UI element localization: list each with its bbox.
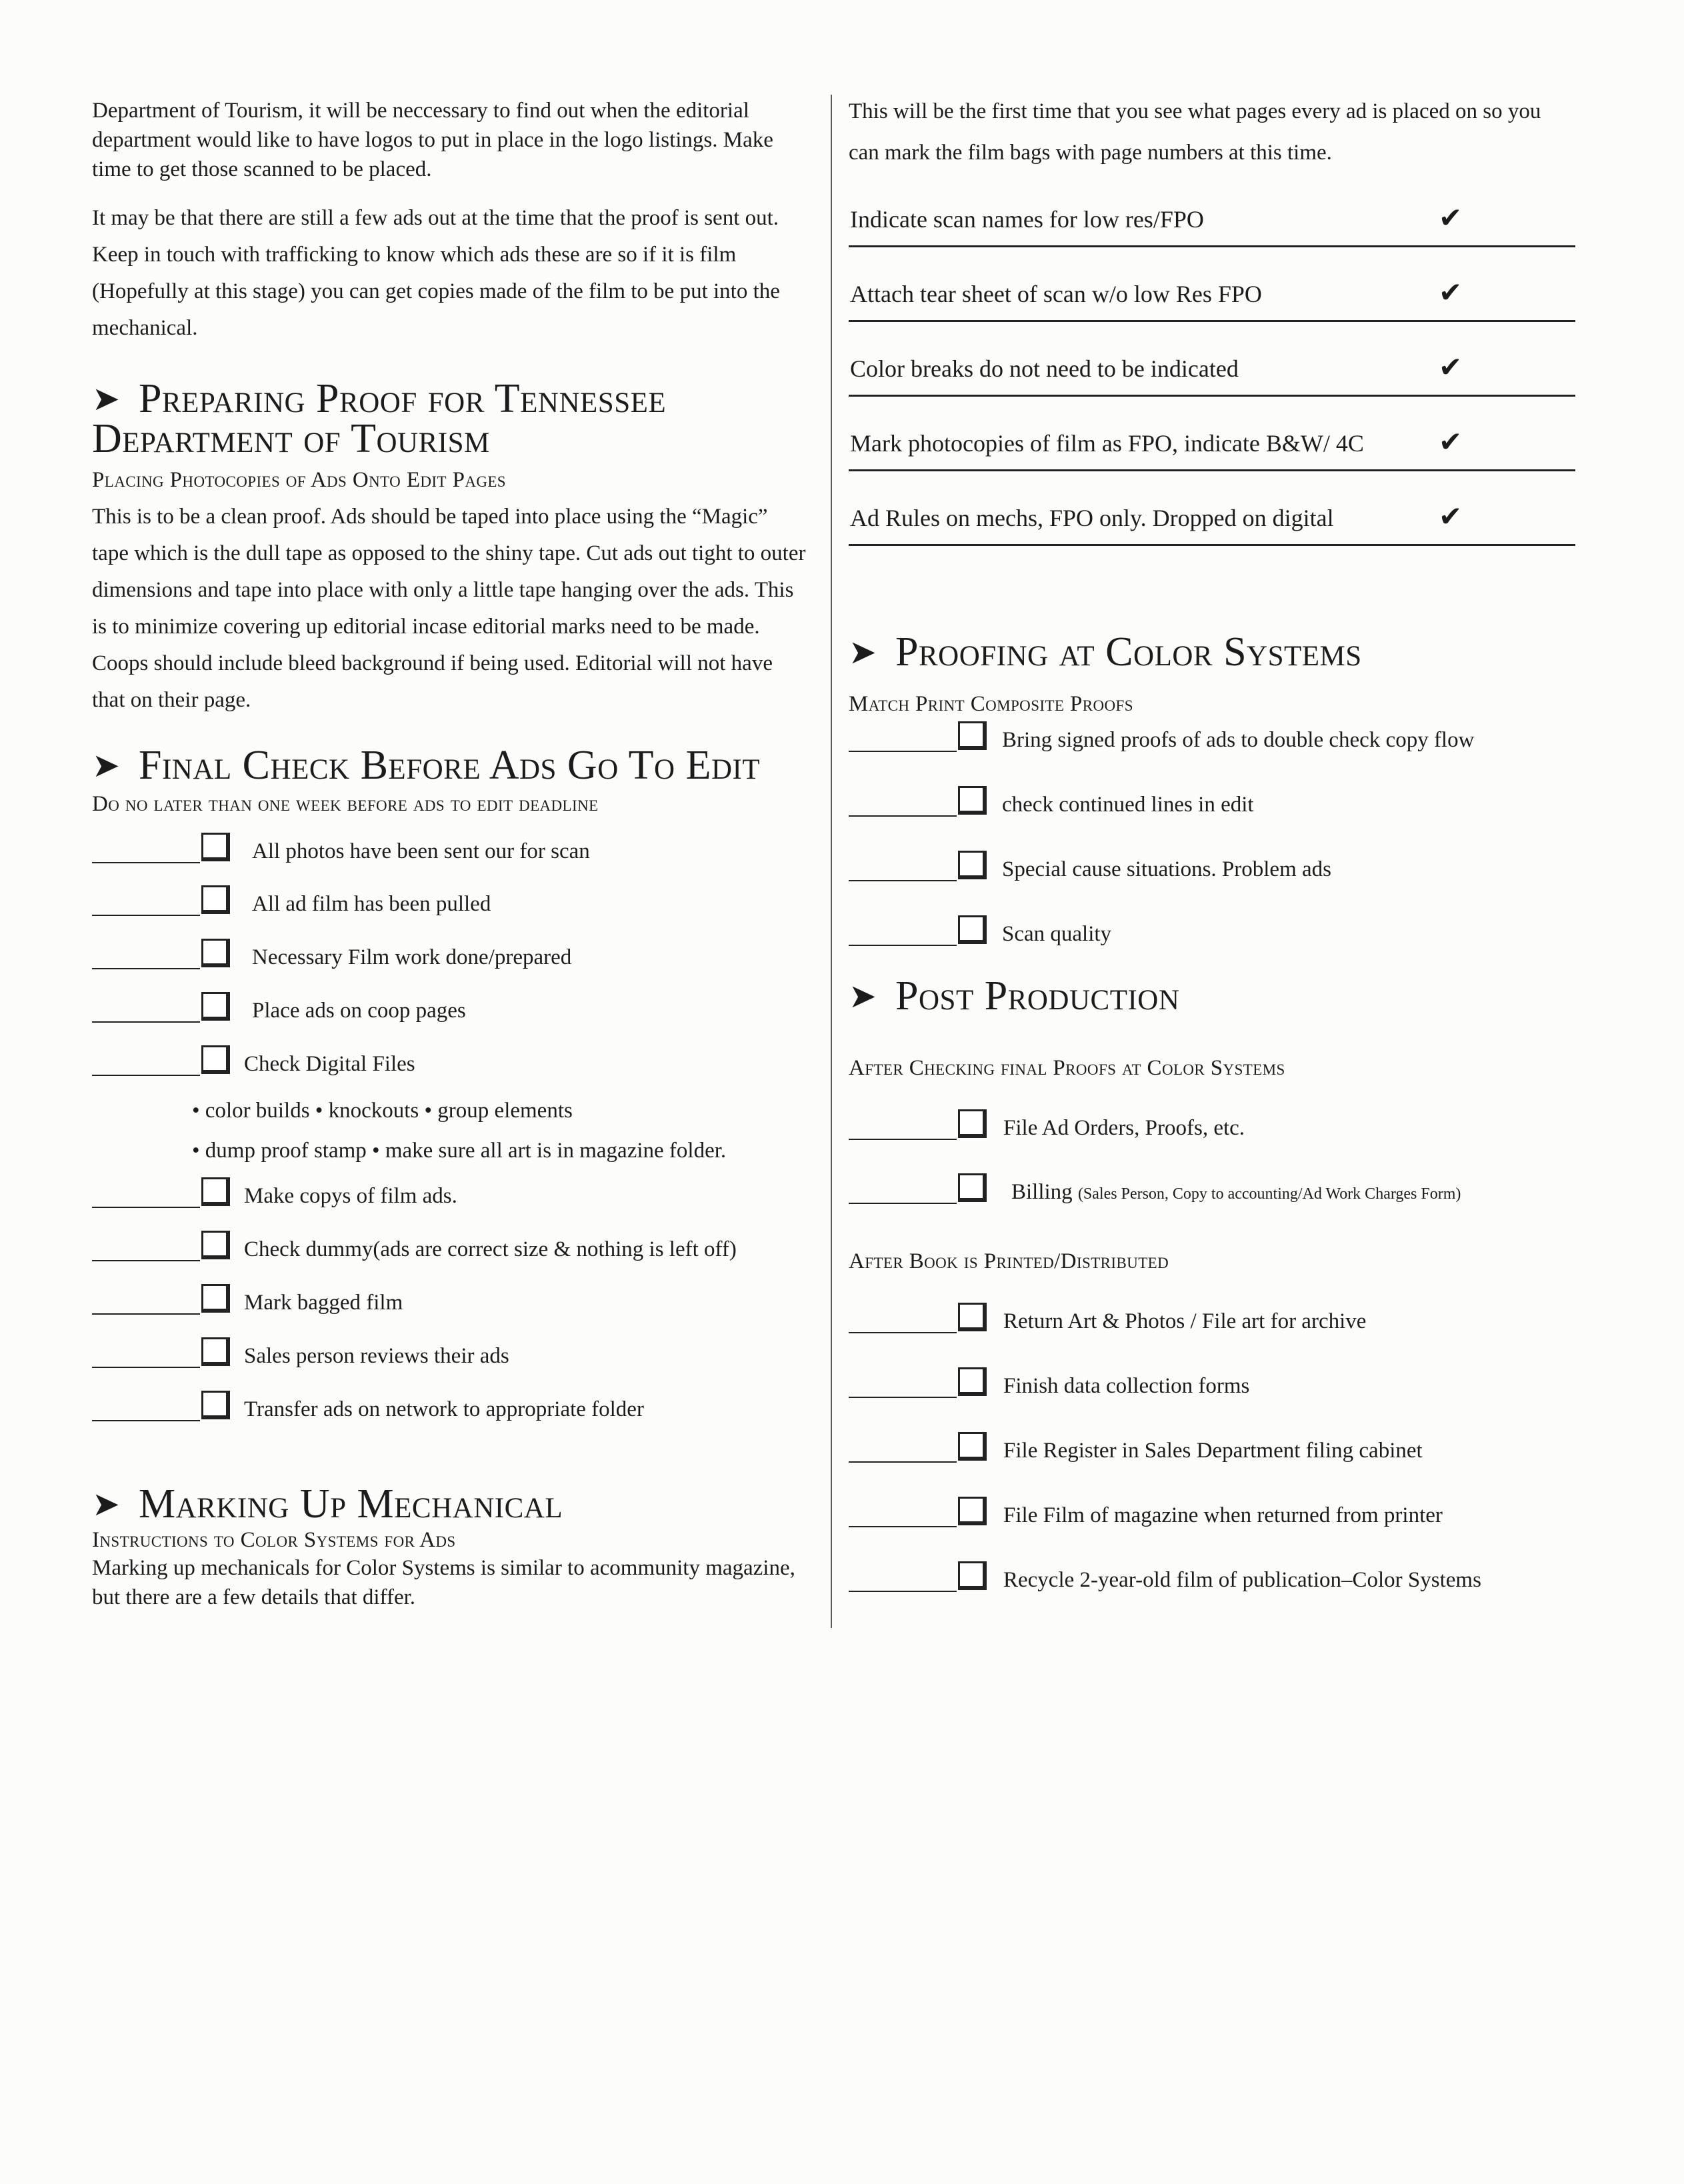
rule-item-label: Color breaks do not need to be indicated: [850, 355, 1239, 382]
initials-line[interactable]: [92, 1021, 200, 1023]
arrow-icon: ➤: [92, 1485, 121, 1523]
checkbox[interactable]: [958, 1109, 987, 1138]
section-body-marking-up: Marking up mechanicals for Color Systems is similar to acommunity magazine, but there are a few details that differ.: [92, 1556, 795, 1609]
initials-line[interactable]: [92, 968, 200, 969]
checkmark-icon: ✔: [1439, 500, 1463, 533]
section-heading-marking-up: ➤ Marking Up Mechanical: [92, 1481, 563, 1527]
checkbox[interactable]: [201, 833, 230, 861]
checklist-item-label: Check Digital Files: [244, 1052, 415, 1076]
checklist-item-label: Finish data collection forms: [1003, 1374, 1250, 1398]
initials-line[interactable]: [849, 1461, 957, 1463]
checklist-item-label: Sales person reviews their ads: [244, 1344, 509, 1368]
rule-item: [849, 201, 1575, 247]
checkbox[interactable]: [201, 1284, 230, 1313]
column-divider: [831, 95, 832, 1628]
checklist-item-label: Transfer ads on network to appropriate folder: [244, 1397, 644, 1421]
checkbox[interactable]: [958, 1303, 987, 1331]
section-subtitle-instructions: Instructions to Color Systems for Ads: [92, 1528, 456, 1552]
initials-line[interactable]: [849, 1139, 957, 1140]
section-subtitle-deadline: Do no later than one week before ads to edit deadline: [92, 792, 599, 816]
checkbox[interactable]: [958, 915, 987, 944]
checkbox[interactable]: [201, 939, 230, 967]
checklist-item-label: Necessary Film work done/prepared: [252, 945, 572, 969]
initials-line[interactable]: [92, 1260, 200, 1261]
checkbox[interactable]: [201, 992, 230, 1021]
rule-item-label: Indicate scan names for low res/FPO: [850, 206, 1204, 233]
initials-line[interactable]: [92, 1075, 200, 1076]
rule-item: [849, 351, 1575, 397]
checkbox[interactable]: [958, 1497, 987, 1525]
checklist-item-label: check continued lines in edit: [1002, 793, 1254, 817]
checkbox[interactable]: [201, 1045, 230, 1074]
initials-line[interactable]: [849, 1397, 957, 1398]
bullet-line: • color builds • knockouts • group elements: [192, 1099, 573, 1123]
checklist-item-label: Mark bagged film: [244, 1291, 403, 1315]
checkbox[interactable]: [958, 1432, 987, 1461]
checklist-item-label: Recycle 2-year-old film of publication–Color Systems: [1003, 1568, 1481, 1592]
checklist-item-label: All ad film has been pulled: [252, 892, 491, 916]
checkbox[interactable]: [958, 1561, 987, 1590]
initials-line[interactable]: [849, 945, 957, 946]
checkmark-icon: ✔: [1439, 276, 1463, 309]
section-subtitle-after-printed: After Book is Printed/Distributed: [849, 1249, 1169, 1273]
billing-note: (Sales Person, Copy to accounting/Ad Work Charges Form): [1077, 1185, 1461, 1203]
checkbox[interactable]: [958, 1367, 987, 1396]
rule-item: [849, 276, 1575, 322]
checkbox[interactable]: [958, 1173, 987, 1202]
initials-line[interactable]: [92, 1367, 200, 1368]
checkbox[interactable]: [201, 885, 230, 914]
checklist-item-label: All photos have been sent our for scan: [252, 839, 590, 863]
checklist-item-label: Make copys of film ads.: [244, 1184, 457, 1208]
rule-item: [849, 425, 1575, 471]
initials-line[interactable]: [849, 751, 957, 752]
section-subtitle-match-print: Match Print Composite Proofs: [849, 692, 1133, 716]
section-heading-proofing: ➤ Proofing at Color Systems: [849, 629, 1362, 675]
section-heading-final-check: ➤ Final Check Before Ads Go To Edit: [92, 743, 761, 788]
initials-line[interactable]: [92, 915, 200, 916]
initials-line[interactable]: [92, 1207, 200, 1208]
initials-line[interactable]: [849, 815, 957, 817]
rule-item-label: Attach tear sheet of scan w/o low Res FPO: [850, 281, 1262, 307]
arrow-icon: ➤: [849, 633, 877, 671]
initials-line[interactable]: [849, 1332, 957, 1333]
arrow-icon: ➤: [92, 380, 121, 417]
intro-paragraph-1: Department of Tourism, it will be neccessary to find out when the editorial department would like to have logos to put in place in the logo listings. Make time to get those scanned to be placed.: [92, 99, 773, 181]
initials-line[interactable]: [849, 880, 957, 881]
section-subtitle-after-checking: After Checking final Proofs at Color Systems: [849, 1056, 1285, 1080]
checkbox[interactable]: [201, 1177, 230, 1206]
initials-line[interactable]: [849, 1526, 957, 1527]
section-heading-preparing-proof: ➤ Preparing Proof for Tennessee Department of Tourism: [92, 376, 667, 461]
initials-line[interactable]: [92, 862, 200, 863]
checklist-item-label: Billing (Sales Person, Copy to accounting/Ad Work Charges Form): [1011, 1180, 1461, 1204]
rule-item-label: Mark photocopies of film as FPO, indicate B&W/ 4C: [850, 430, 1364, 457]
rule-item: [849, 500, 1575, 546]
checkbox[interactable]: [201, 1391, 230, 1419]
checklist-item-label: Place ads on coop pages: [252, 999, 466, 1023]
checkmark-icon: ✔: [1439, 351, 1463, 383]
checklist-item-label: File Film of magazine when returned from printer: [1003, 1503, 1443, 1527]
checkmark-icon: ✔: [1439, 201, 1463, 234]
intro-paragraph-2: It may be that there are still a few ads out at the time that the proof is sent out. Keep in touch with trafficking to know which ads these are so if it is film (Hopefully at this stage) you can get copies made of the film to be put into the mechanical.: [92, 206, 780, 340]
checklist-item-label: Scan quality: [1002, 922, 1112, 946]
checklist-item-label: File Ad Orders, Proofs, etc.: [1003, 1116, 1245, 1140]
section-heading-post-production: ➤ Post Production: [849, 973, 1180, 1019]
digital-files-bullets: [192, 1091, 726, 1171]
right-intro-paragraph: This will be the first time that you see what pages every ad is placed on so you can mark the film bags with page numbers at this time.: [849, 99, 1541, 165]
checklist-item-label: Check dummy(ads are correct size & nothing is left off): [244, 1237, 737, 1261]
bullet-line: • dump proof stamp • make sure all art is in magazine folder.: [192, 1139, 727, 1163]
section-subtitle-placing-photocopies: Placing Photocopies of Ads Onto Edit Pages: [92, 468, 506, 492]
initials-line[interactable]: [92, 1313, 200, 1315]
checkmark-icon: ✔: [1439, 425, 1463, 458]
arrow-icon: ➤: [92, 747, 121, 784]
checkbox[interactable]: [958, 851, 987, 879]
arrow-icon: ➤: [849, 977, 877, 1015]
checklist-item-label: Special cause situations. Problem ads: [1002, 857, 1331, 881]
checkbox[interactable]: [201, 1337, 230, 1366]
section-body-preparing-proof: This is to be a clean proof. Ads should be taped into place using the “Magic” tape which is the dull tape as opposed to the shiny tape. Cut ads out tight to outer dimensions and tape into place with only a little tape hanging over the ads. This is to minimize covering up editorial incase editorial marks need to be made. Coops should include bleed background if being used. Editorial will not have that on their page.: [92, 505, 806, 712]
rule-item-label: Ad Rules on mechs, FPO only. Dropped on digital: [850, 505, 1334, 531]
initials-line[interactable]: [849, 1203, 957, 1204]
initials-line[interactable]: [849, 1591, 957, 1592]
checklist-item-label: File Register in Sales Department filing cabinet: [1003, 1439, 1423, 1463]
checkbox[interactable]: [958, 786, 987, 815]
checkbox[interactable]: [201, 1231, 230, 1259]
checklist-item-label: Return Art & Photos / File art for archive: [1003, 1309, 1367, 1333]
checklist-item-label: Bring signed proofs of ads to double check copy flow: [1002, 728, 1475, 752]
initials-line[interactable]: [92, 1420, 200, 1421]
checkbox[interactable]: [958, 721, 987, 750]
